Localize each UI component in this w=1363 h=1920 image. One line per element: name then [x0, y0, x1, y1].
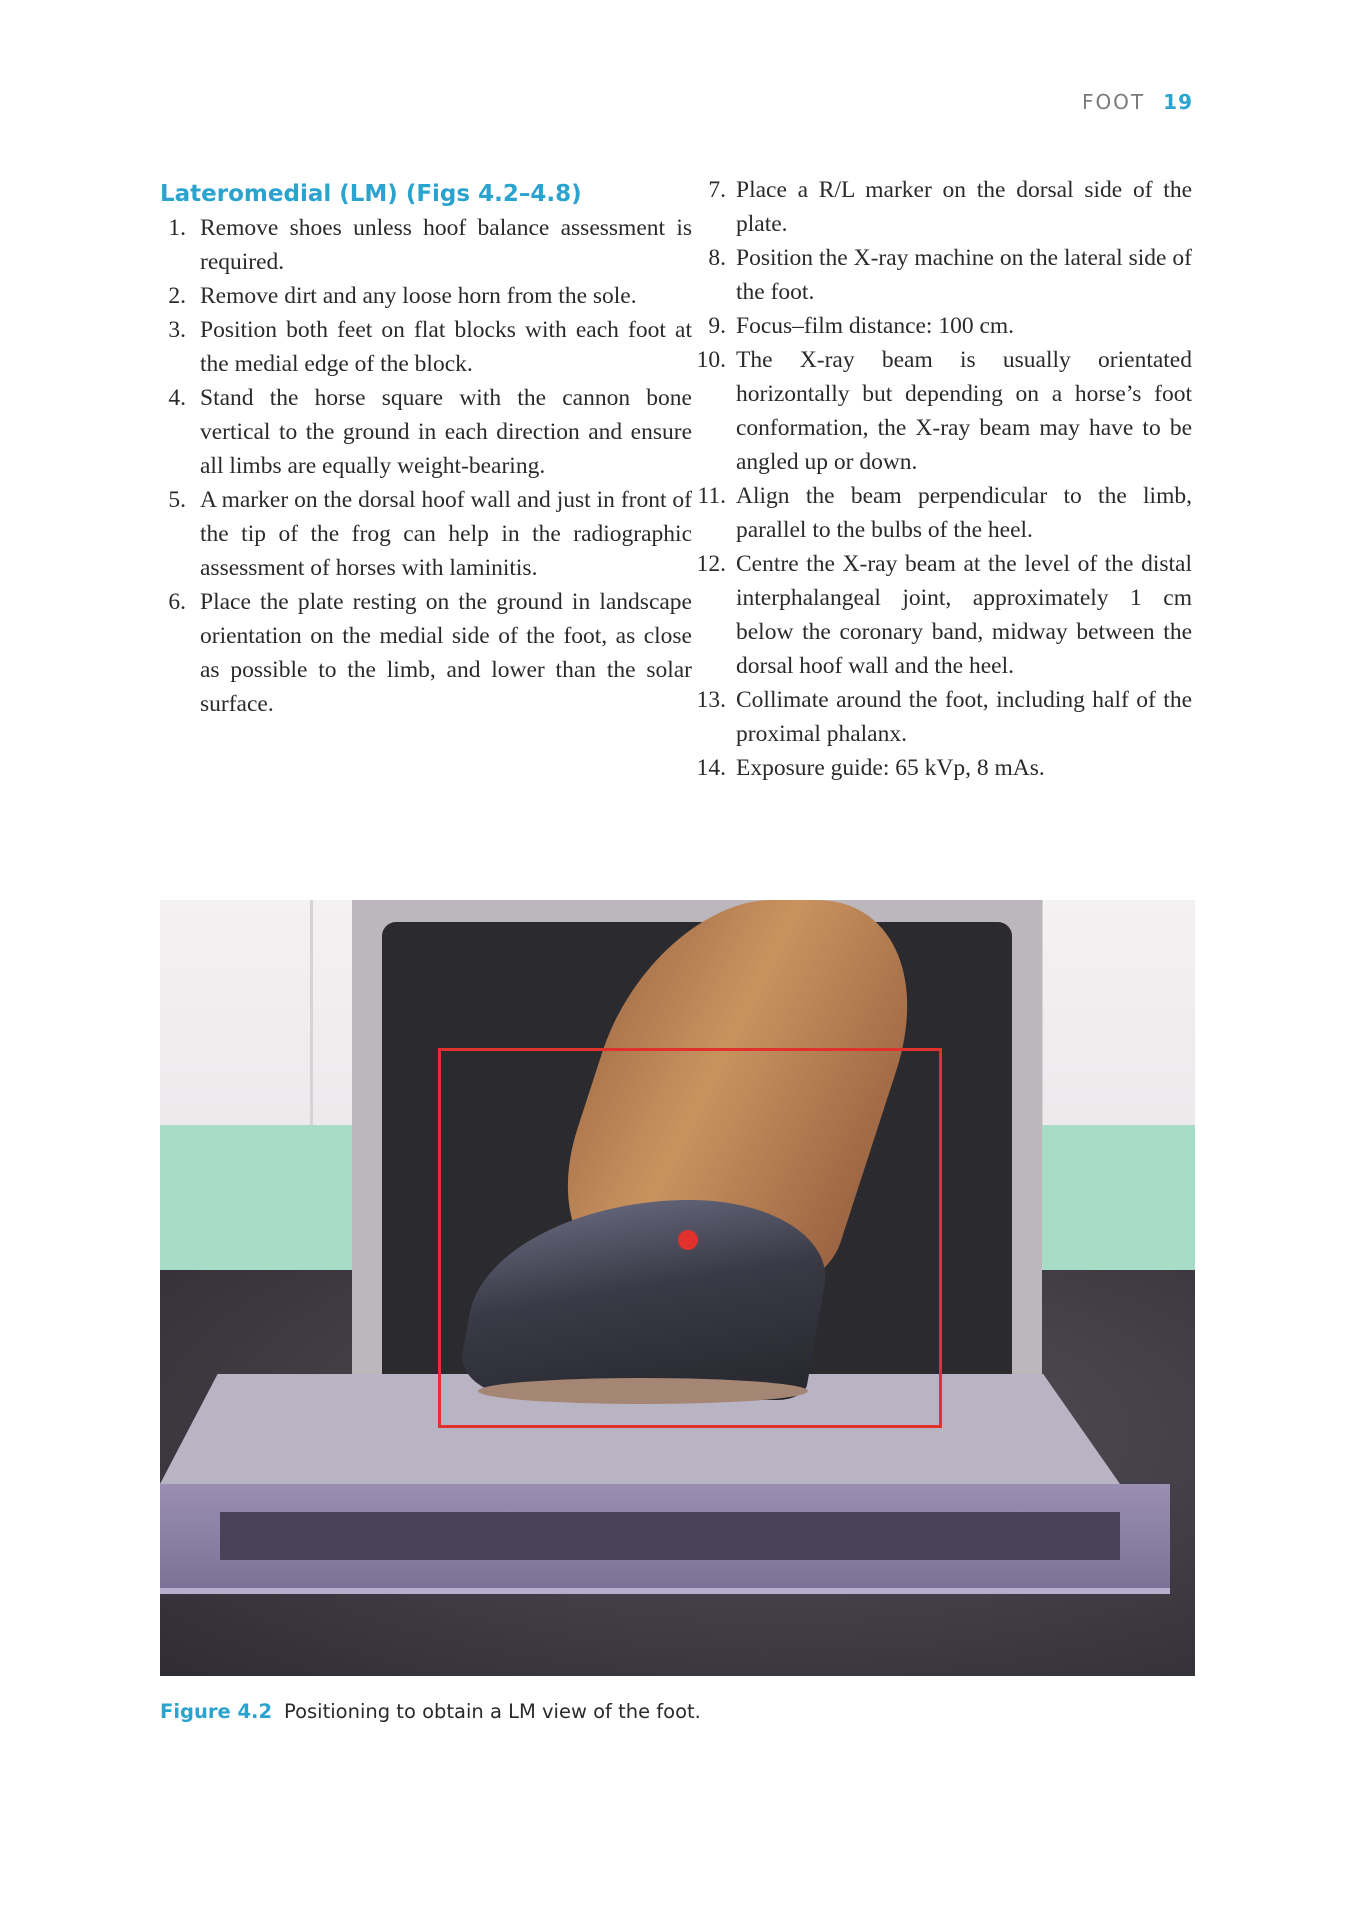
list-item-text: Position the X-ray machine on the lateral side of the foot. — [736, 245, 1192, 305]
list-item-number: 14. — [696, 755, 726, 781]
list-item — [160, 585, 692, 721]
list-item-text: Focus–film distance: 100 cm. — [736, 313, 1015, 339]
list-item — [660, 309, 1192, 343]
steps-list-right — [660, 173, 1192, 785]
list-item-text: Place the plate resting on the ground in landscape orientation on the medial side of the foot, as close as possible to the limb, and lower than the solar surface. — [200, 589, 692, 717]
list-item — [660, 751, 1192, 785]
right-column — [660, 173, 1192, 785]
figure-photo — [160, 900, 1195, 1676]
figure-caption — [160, 1700, 1200, 1723]
list-item-text: Stand the horse square with the cannon bone vertical to the ground in each direction and ensure all limbs are equally weight-bearing. — [200, 385, 692, 479]
list-item-text: Place a R/L marker on the dorsal side of the plate. — [736, 177, 1192, 237]
list-item-number: 7. — [708, 177, 726, 203]
list-item-number: 6. — [168, 589, 186, 615]
list-item-number: 2. — [168, 283, 186, 309]
list-item-number: 8. — [708, 245, 726, 271]
list-item-text: Position both feet on flat blocks with each foot at the medial edge of the block. — [200, 317, 692, 377]
list-item-number: 5. — [168, 487, 186, 513]
list-item — [660, 547, 1192, 683]
list-item-text: Remove shoes unless hoof balance assessment is required. — [200, 215, 692, 275]
figure-label: Figure 4.2 — [160, 1700, 273, 1723]
list-item-text: Centre the X-ray beam at the level of the distal interphalangeal joint, approximately 1 cm below the coronary band, midway between the dorsal hoof wall and the heel. — [736, 551, 1192, 679]
beam-centre-marker — [678, 1230, 698, 1250]
list-item — [160, 313, 692, 381]
list-item-text: The X-ray beam is usually orientated horizontally but depending on a horse’s foot conformation, the X-ray beam may have to be angled up or down. — [736, 347, 1192, 475]
list-item-number: 12. — [696, 551, 726, 577]
list-item-text: A marker on the dorsal hoof wall and just in front of the tip of the frog can help in the radiographic assessment of horses with laminitis. — [200, 487, 692, 581]
list-item-number: 11. — [697, 483, 726, 509]
page-number: 19 — [1163, 90, 1193, 114]
left-column — [160, 173, 692, 721]
running-head — [1082, 90, 1193, 114]
running-head-section: FOOT — [1081, 90, 1146, 114]
list-item — [660, 241, 1192, 309]
list-item-number: 4. — [168, 385, 186, 411]
list-item-text: Remove dirt and any loose horn from the sole. — [200, 283, 637, 309]
list-item-number: 9. — [708, 313, 726, 339]
list-item — [660, 343, 1192, 479]
list-item — [660, 683, 1192, 751]
list-item — [160, 381, 692, 483]
list-item-number: 13. — [696, 687, 726, 713]
list-item-text: Align the beam perpendicular to the limb, parallel to the bulbs of the heel. — [736, 483, 1192, 543]
list-item-text: Exposure guide: 65 kVp, 8 mAs. — [736, 755, 1045, 781]
list-item — [660, 479, 1192, 547]
list-item — [660, 173, 1192, 241]
list-item-text: Collimate around the foot, including half of the proximal phalanx. — [736, 687, 1192, 747]
list-item-number: 3. — [168, 317, 186, 343]
figure-caption-text: Positioning to obtain a LM view of the foot. — [284, 1700, 701, 1723]
block-base-inner — [220, 1512, 1120, 1560]
list-item-number: 10. — [696, 347, 726, 373]
section-heading: Lateromedial (LM) (Figs 4.2–4.8) — [160, 181, 582, 207]
list-item-number: 1. — [168, 215, 186, 241]
list-item — [160, 483, 692, 585]
list-item — [160, 279, 692, 313]
list-item — [160, 211, 692, 279]
steps-list-left — [160, 211, 692, 721]
